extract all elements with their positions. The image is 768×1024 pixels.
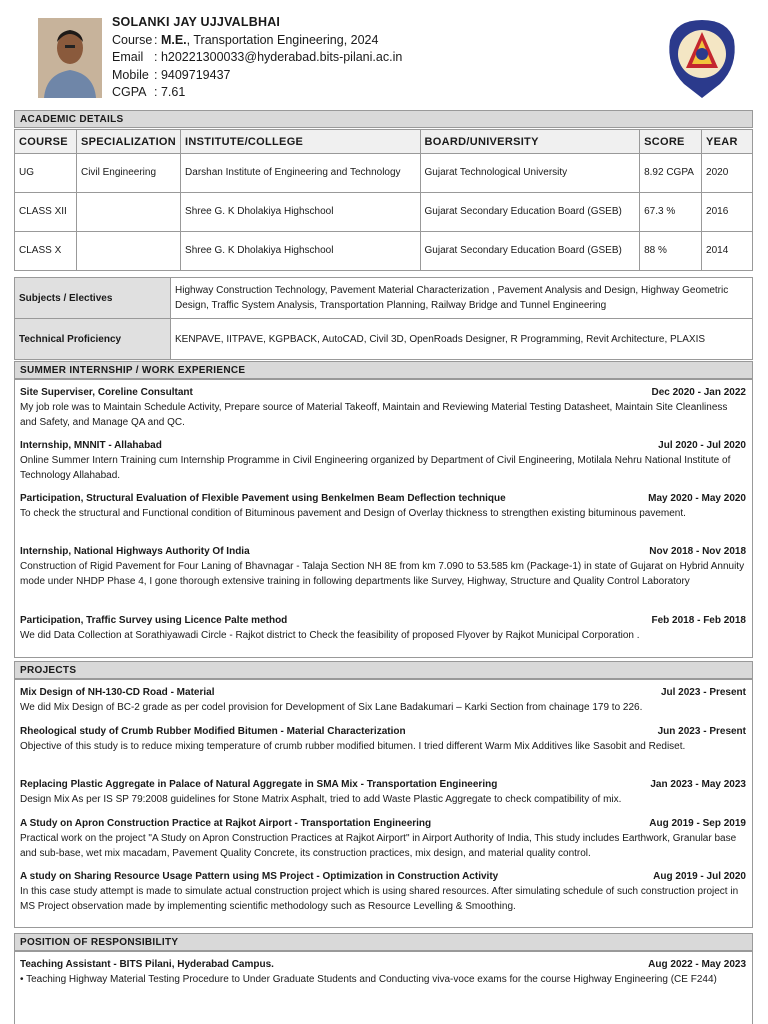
col-score: SCORE — [640, 130, 702, 154]
internship-entry: Participation, Structural Evaluation of Flexible Pavement using Benkelmen Beam Deflection technique May 2020 - May 2020 To check the structural and Functional condition of Bituminous pavement and Design of Overlay thickness to strengthen existing bituminous pavement. — [20, 493, 746, 519]
section-title-academic: ACADEMIC DETAILS — [14, 110, 753, 128]
mobile-row: Mobile : 9409719437 — [112, 67, 231, 82]
subjects-label: Subjects / Electives — [15, 278, 171, 319]
col-course: COURSE — [15, 130, 77, 154]
section-title-projects: PROJECTS — [14, 661, 753, 679]
table-row: CLASS XII Shree G. K Dholakiya Highschool Gujarat Secondary Education Board (GSEB) 67.3 % 2016 — [15, 193, 753, 232]
email-row: Email : h20221300033@hyderabad.bits-pilani.ac.in — [112, 50, 403, 64]
skills-table — [14, 277, 753, 360]
internship-entry: Internship, MNNIT - Allahabad Jul 2020 - Jul 2020 Online Summer Intern Training cum Internship Programme in Civil Engineering organized by Department of Civil Engineering, Motilala Nehru National Institute of Technology Allahabad. — [20, 440, 746, 481]
table-header-row — [15, 130, 753, 154]
internship-entry: Participation, Traffic Survey using Licence Palte method Feb 2018 - Feb 2018 We did Data Collection at Sorathiyawadi Circle - Rajkot district to Check the feasibility of proposed Flyover by Rajkot Municipal Corporation . — [20, 615, 746, 641]
internship-entry: Internship, National Highways Authority Of India Nov 2018 - Nov 2018 Construction of Rigid Pavement for Four Laning of Bhavnagar - Talaja Section NH 8E from km 7.090 to 53.585 km (Package-1) in state of Gujarat on Hybrid Annuity mode under NHDP Phase 4, I gone thorough extensive training in following departments like Survey, Highway, Structure and Quality Control Laboratory — [20, 546, 746, 587]
project-entry: Replacing Plastic Aggregate in Palace of Natural Aggregate in SMA Mix - Transportation Engineering Jan 2023 - May 2023 Design Mix As per IS SP 79:2008 guidelines for Stone Matrix Asphalt, tried to add Waste Plastic Aggregate to check compatibility of mix. — [20, 779, 746, 805]
col-institute: INSTITUTE/COLLEGE — [181, 130, 420, 154]
project-entry: Mix Design of NH-130-CD Road - Material Jul 2023 - Present We did Mix Design of BC-2 grade as per codel provision for Development of Six Lane Badakumari – Karki Section from chainage 179 to 226. — [20, 687, 746, 713]
technical-text: KENPAVE, IITPAVE, KGPBACK, AutoCAD, Civil 3D, OpenRoads Designer, R Programming, Revit Architecture, PLAXIS — [171, 319, 753, 360]
cgpa-row: CGPA : 7.61 — [112, 85, 186, 99]
section-title-responsibility: POSITION OF RESPONSIBILITY — [14, 933, 753, 951]
col-year: YEAR — [702, 130, 753, 154]
col-board: BOARD/UNIVERSITY — [420, 130, 640, 154]
table-row: UG Civil Engineering Darshan Institute of Engineering and Technology Gujarat Technological University 8.92 CGPA 2020 — [15, 154, 753, 193]
personal-info — [112, 14, 402, 102]
course-row: Course : M.E., Transportation Engineering, 2024 — [112, 32, 379, 47]
internship-entry: Site Superviser, Coreline Consultant Dec 2020 - Jan 2022 My job role was to Maintain Schedule Activity, Prepare source of Material Takeoff, Maintain and Reviewing Material Testing Datasheet, Maintain Site Cleanliness and Safety, and Manage QA and QC. — [20, 387, 746, 428]
technical-label: Technical Proficiency — [15, 319, 171, 360]
project-entry: A Study on Apron Construction Practice at Rajkot Airport - Transportation Engineering Aug 2019 - Sep 2019 Practical work on the project "A Study on Apron Construction Practices at Rajkot Airport" in Airport Authority of India, This study includes Earthwork, Granular base and sub-base, wet mix macadam, Pavement Quality Concrete, its construction practices, mix design, and material quality control. — [20, 818, 746, 859]
col-specialization: SPECIALIZATION — [76, 130, 180, 154]
profile-photo — [38, 18, 102, 98]
subjects-text: Highway Construction Technology, Pavement Material Characterization , Pavement Analysis and Design, Highway Geometric Design, Traffic System Analysis, Transportation Planning, Railway Bridge and Tunnel Engineering — [171, 278, 753, 319]
bits-logo — [666, 18, 738, 100]
resume-header — [0, 0, 768, 106]
candidate-name: SOLANKI JAY UJJVALBHAI — [112, 15, 281, 29]
table-row: CLASS X Shree G. K Dholakiya Highschool Gujarat Secondary Education Board (GSEB) 88 % 2014 — [15, 232, 753, 271]
project-entry: Rheological study of Crumb Rubber Modified Bitumen - Material Characterization Jun 2023 - Present Objective of this study is to reduce mixing temperature of crumb rubber modified bitumen. I tried different Warm Mix Additives like Sasobit and Rediset. — [20, 726, 746, 752]
email-link[interactable]: h20221300033@hyderabad.bits-pilani.ac.in — [160, 50, 403, 64]
subjects-row — [15, 278, 753, 319]
project-entry: A study on Sharing Resource Usage Pattern using MS Project - Optimization in Construction Activity Aug 2019 - Jul 2020 In this case study attempt is made to simulate actual construction project which is using shared resources. After simulating schedule of such construction project in MS Project observation made by implementing scientific methodology such as Resource Levelling & Smoothing. — [20, 871, 746, 912]
technical-row — [15, 319, 753, 360]
responsibility-entry: Teaching Assistant - BITS Pilani, Hyderabad Campus. Aug 2022 - May 2023 • Teaching Highway Material Testing Procedure to Under Graduate Students and Conducting viva-voce exams for the course Highway Engineering (CE F244) — [20, 959, 746, 985]
section-title-internship: SUMMER INTERNSHIP / WORK EXPERIENCE — [14, 361, 753, 379]
academic-table — [14, 129, 753, 271]
